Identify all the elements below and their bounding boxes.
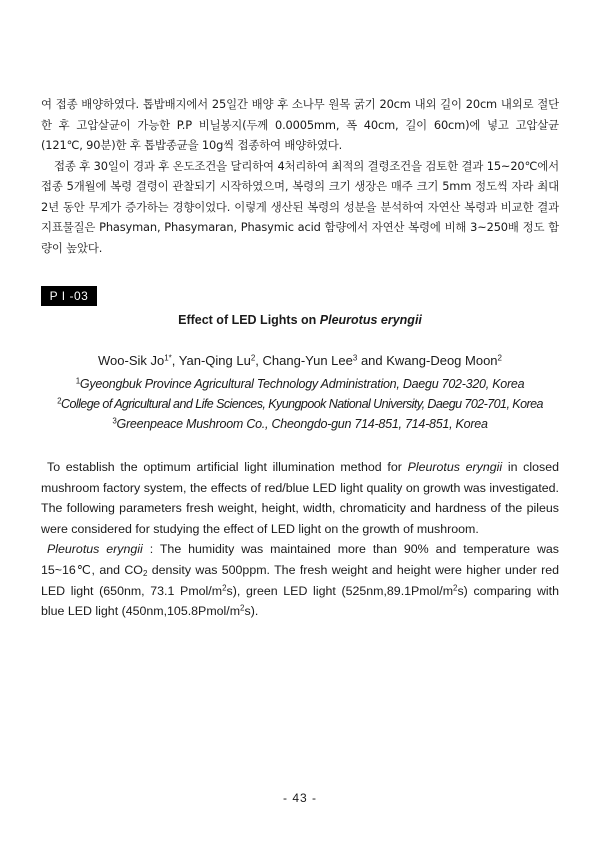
affiliation-2 <box>0 394 600 414</box>
abstract-p2-species: Pleurotus eryngii <box>47 542 143 557</box>
abstract-p2-text: : The humidity was maintained more than 90% and temperature was 15~16℃, and CO <box>41 542 559 577</box>
unit-superscript: 2 <box>453 583 458 593</box>
abstract-paragraph-2 <box>41 539 559 621</box>
author-4: Kwang-Deog Moon <box>386 353 498 368</box>
paper-title <box>0 313 600 327</box>
abstract-p2-text-end: s). <box>244 604 259 619</box>
abstract-p1-text-cont: in closed mushroom factory system, the effects of red/blue LED light quality on growth was investigated. The following parameters fresh weight, height, width, chromaticity and hardness of the pileus were considered for studying the effect of LED light on the growth of mushroom. <box>41 460 559 536</box>
author-2: Yan-Qing Lu <box>178 353 251 368</box>
affiliation-1 <box>0 374 600 394</box>
affiliation-2-marker: 2 <box>57 396 61 406</box>
co2-subscript: 2 <box>142 568 148 578</box>
unit-superscript: 2 <box>222 583 227 593</box>
page-number: - 43 - <box>282 791 317 805</box>
affiliation-3-text: Greenpeace Mushroom Co., Cheongdo-gun 714-851, 714-851, Korea <box>116 417 488 431</box>
korean-body-text <box>41 94 559 258</box>
author-separator: , <box>171 353 179 368</box>
author-2-affil: 2 <box>250 353 256 363</box>
abstract-p2-text-cont: density was 500ppm. The fresh weight and height were higher under red LED light (650nm, 73.1 Pmol/m <box>41 562 559 598</box>
abstract-paragraph-1 <box>41 457 559 539</box>
unit-superscript: 2 <box>240 603 245 613</box>
affiliation-list <box>0 374 600 434</box>
author-separator: and <box>357 353 387 368</box>
affiliation-3 <box>0 414 600 434</box>
author-1: Woo-Sik Jo <box>98 353 165 368</box>
abstract-p1-species: Pleurotus eryngii <box>407 460 503 474</box>
affiliation-3-marker: 3 <box>112 416 117 426</box>
author-3-affil: 3 <box>352 353 358 363</box>
author-1-affil: 1* <box>164 353 172 363</box>
korean-paragraph-1: 여 접종 배양하였다. 톱밥배지에서 25일간 배양 후 소나무 원목 굵기 20cm 내외 길이 20cm 내외로 절단한 후 고압살균이 가능한 P.P 비닐봉지(두께 0.0005mm, 폭 40cm, 길이 60cm)에 넣고 고압살균(121℃, 90분)한 후 톱밥종균을 10g씩 접종하여 배양하였다. <box>41 97 559 152</box>
author-list <box>0 353 600 368</box>
title-prefix: Effect of LED Lights on <box>178 313 320 327</box>
abstract-p2-text-cont: s) comparing with blue LED light (450nm,105.8Pmol/m <box>41 583 560 619</box>
abstract <box>41 457 559 622</box>
author-3: Chang-Yun Lee <box>262 353 353 368</box>
affiliation-1-text: Gyeongbuk Province Agricultural Technology Administration, Daegu 702-320, Korea <box>79 377 525 391</box>
author-separator: , <box>255 353 263 368</box>
korean-paragraph-2: 접종 후 30일이 경과 후 온도조건을 달리하여 4처리하여 최적의 결령조건을 검토한 결과 15~20℃에서 접종 5개월에 복령 결령이 관찰되기 시작하였으며, 복령의 크기 생장은 매주 크기 5mm 정도씩 자라 최대 2년 동안 무게가 증가하는 경향이었다. 이렇게 생산된 복령의 성분을 분석하여 자연산 복령과 비교한 결과 지표물질은 Phasyman, Phasymaran, Phasymic acid 함량에서 자연산 복령에 비해 3~250배 정도 함량이 높았다. <box>41 158 559 255</box>
section-tag: P I -03 <box>41 286 97 306</box>
title-species: Pleurotus eryngii <box>319 313 422 327</box>
author-4-affil: 2 <box>497 353 502 363</box>
abstract-p1-text: To establish the optimum artificial light illumination method for <box>47 460 408 474</box>
abstract-p2-text-cont: s), green LED light (525nm,89.1Pmol/m <box>226 583 454 598</box>
affiliation-2-text: College of Agricultural and Life Sciences, Kyungpook National University, Daegu 702-701, Korea <box>60 397 543 411</box>
affiliation-1-marker: 1 <box>75 376 80 386</box>
